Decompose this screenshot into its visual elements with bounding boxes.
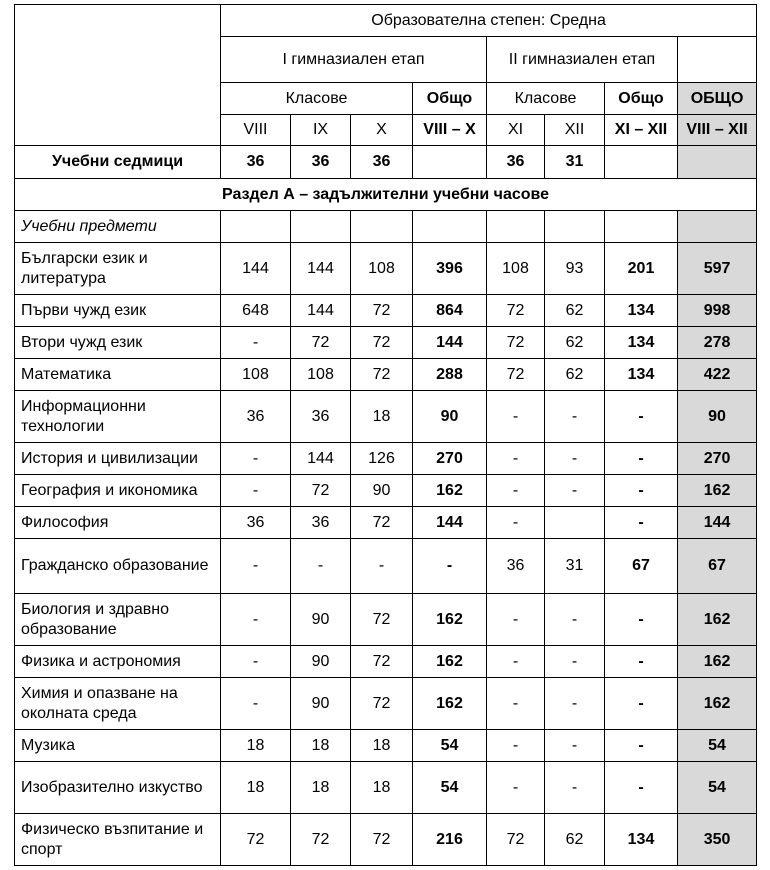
subject-name: География и икономика bbox=[15, 475, 221, 507]
hours-cell: 108 bbox=[221, 359, 291, 391]
subject-row bbox=[15, 762, 757, 814]
hours-cell: 134 bbox=[605, 359, 678, 391]
total1-header: Общо bbox=[413, 83, 487, 115]
hours-cell bbox=[545, 507, 605, 539]
hours-cell: 62 bbox=[545, 295, 605, 327]
weeks-value: 36 bbox=[351, 146, 413, 179]
hours-cell: 72 bbox=[351, 594, 413, 646]
hours-cell: 201 bbox=[605, 243, 678, 295]
hours-cell: 36 bbox=[487, 539, 545, 594]
hours-cell: 162 bbox=[413, 678, 487, 730]
hours-cell: 72 bbox=[351, 327, 413, 359]
hours-cell: 648 bbox=[221, 295, 291, 327]
hours-cell: 144 bbox=[413, 507, 487, 539]
hours-cell: 90 bbox=[291, 678, 351, 730]
subject-row bbox=[15, 295, 757, 327]
section-a-header: Раздел А – задължителни учебни часове bbox=[15, 179, 757, 211]
hours-cell: - bbox=[487, 443, 545, 475]
hours-cell: - bbox=[221, 327, 291, 359]
hours-cell: 62 bbox=[545, 327, 605, 359]
hours-cell: 90 bbox=[291, 646, 351, 678]
subject-row bbox=[15, 730, 757, 762]
hours-cell: 72 bbox=[351, 678, 413, 730]
hours-cell: - bbox=[487, 678, 545, 730]
hours-cell: 134 bbox=[605, 814, 678, 866]
hours-cell: 18 bbox=[351, 391, 413, 443]
hours-cell: 72 bbox=[221, 814, 291, 866]
subject-row bbox=[15, 475, 757, 507]
hours-cell: 162 bbox=[678, 475, 757, 507]
subject-name: Изобразително изкуство bbox=[15, 762, 221, 814]
hours-cell: 72 bbox=[487, 814, 545, 866]
weeks-value: 36 bbox=[221, 146, 291, 179]
hours-cell: 72 bbox=[351, 814, 413, 866]
hours-cell: - bbox=[487, 730, 545, 762]
hours-cell: - bbox=[487, 475, 545, 507]
hours-cell: 72 bbox=[487, 295, 545, 327]
hours-cell: 36 bbox=[291, 507, 351, 539]
grade-header: XI – XII bbox=[605, 115, 678, 146]
hours-cell: - bbox=[545, 594, 605, 646]
grade-header: VIII – X bbox=[413, 115, 487, 146]
hours-cell: 90 bbox=[413, 391, 487, 443]
hours-cell: 162 bbox=[413, 594, 487, 646]
hours-cell: 54 bbox=[678, 762, 757, 814]
hours-cell: - bbox=[221, 539, 291, 594]
hours-cell: - bbox=[545, 391, 605, 443]
subject-name: Гражданско образование bbox=[15, 539, 221, 594]
hours-cell: 90 bbox=[351, 475, 413, 507]
hours-cell: 54 bbox=[413, 762, 487, 814]
hours-cell: 18 bbox=[221, 762, 291, 814]
grade-header: XII bbox=[545, 115, 605, 146]
hours-cell: 350 bbox=[678, 814, 757, 866]
weeks-value bbox=[605, 146, 678, 179]
hours-cell: 998 bbox=[678, 295, 757, 327]
stage-blank bbox=[678, 37, 757, 83]
subject-row bbox=[15, 391, 757, 443]
weeks-label: Учебни седмици bbox=[15, 146, 221, 179]
subject-row bbox=[15, 443, 757, 475]
subjects-label: Учебни предмети bbox=[15, 211, 221, 243]
hours-cell: 72 bbox=[351, 646, 413, 678]
hours-cell: 62 bbox=[545, 814, 605, 866]
hours-cell: 72 bbox=[487, 359, 545, 391]
hours-cell: 18 bbox=[291, 762, 351, 814]
blank-cell bbox=[678, 211, 757, 243]
weeks-value bbox=[678, 146, 757, 179]
hours-cell: - bbox=[605, 678, 678, 730]
subject-row bbox=[15, 243, 757, 295]
weeks-value bbox=[413, 146, 487, 179]
hours-cell: 54 bbox=[413, 730, 487, 762]
hours-cell: 126 bbox=[351, 443, 413, 475]
hours-cell: 144 bbox=[221, 243, 291, 295]
hours-cell: - bbox=[351, 539, 413, 594]
hours-cell: - bbox=[545, 475, 605, 507]
subject-row bbox=[15, 594, 757, 646]
hours-cell: 72 bbox=[351, 507, 413, 539]
subject-row bbox=[15, 507, 757, 539]
subject-name: Първи чужд език bbox=[15, 295, 221, 327]
hours-cell: 216 bbox=[413, 814, 487, 866]
grade-header: VIII bbox=[221, 115, 291, 146]
blank-cell bbox=[413, 211, 487, 243]
hours-cell: 36 bbox=[291, 391, 351, 443]
blank-cell bbox=[351, 211, 413, 243]
hours-cell: 422 bbox=[678, 359, 757, 391]
hours-cell: - bbox=[545, 443, 605, 475]
stage2-header: II гимназиален етап bbox=[487, 37, 678, 83]
hours-cell: 134 bbox=[605, 295, 678, 327]
hours-cell: - bbox=[487, 594, 545, 646]
subject-row bbox=[15, 327, 757, 359]
hours-cell: - bbox=[221, 594, 291, 646]
hours-cell: - bbox=[487, 762, 545, 814]
hours-cell: - bbox=[605, 594, 678, 646]
hours-cell: 270 bbox=[678, 443, 757, 475]
hours-cell: - bbox=[605, 443, 678, 475]
hours-cell: 144 bbox=[291, 443, 351, 475]
hours-cell: 18 bbox=[351, 762, 413, 814]
hours-cell: 72 bbox=[291, 327, 351, 359]
corner-cell bbox=[15, 5, 221, 146]
hours-cell: - bbox=[221, 443, 291, 475]
hours-cell: 108 bbox=[487, 243, 545, 295]
subject-name: Физика и астрономия bbox=[15, 646, 221, 678]
hours-cell: 72 bbox=[291, 475, 351, 507]
hours-cell: 162 bbox=[413, 475, 487, 507]
hours-cell: 67 bbox=[605, 539, 678, 594]
hours-cell: 162 bbox=[678, 646, 757, 678]
blank-cell bbox=[605, 211, 678, 243]
grade-header: VIII – XII bbox=[678, 115, 757, 146]
hours-cell: 162 bbox=[413, 646, 487, 678]
blank-cell bbox=[487, 211, 545, 243]
hours-cell: 72 bbox=[351, 359, 413, 391]
subject-name: Български език и литература bbox=[15, 243, 221, 295]
hours-cell: - bbox=[605, 730, 678, 762]
stage1-header: I гимназиален етап bbox=[221, 37, 487, 83]
subject-name: Втори чужд език bbox=[15, 327, 221, 359]
hours-cell: - bbox=[487, 646, 545, 678]
subject-name: Информационни технологии bbox=[15, 391, 221, 443]
hours-cell: - bbox=[605, 762, 678, 814]
hours-cell: 864 bbox=[413, 295, 487, 327]
weeks-value: 36 bbox=[487, 146, 545, 179]
hours-cell: - bbox=[545, 730, 605, 762]
hours-cell: - bbox=[605, 646, 678, 678]
subject-name: Биология и здравно образование bbox=[15, 594, 221, 646]
hours-cell: 72 bbox=[291, 814, 351, 866]
hours-cell: - bbox=[413, 539, 487, 594]
blank-cell bbox=[291, 211, 351, 243]
hours-cell: - bbox=[221, 678, 291, 730]
curriculum-table bbox=[14, 4, 757, 866]
weeks-value: 31 bbox=[545, 146, 605, 179]
hours-cell: 18 bbox=[351, 730, 413, 762]
hours-cell: - bbox=[291, 539, 351, 594]
hours-cell: 144 bbox=[291, 243, 351, 295]
hours-cell: - bbox=[605, 507, 678, 539]
grade-header: XI bbox=[487, 115, 545, 146]
hours-cell: 162 bbox=[678, 594, 757, 646]
subject-name: История и цивилизации bbox=[15, 443, 221, 475]
subject-row bbox=[15, 814, 757, 866]
hours-cell: 54 bbox=[678, 730, 757, 762]
hours-cell: 67 bbox=[678, 539, 757, 594]
subject-row bbox=[15, 359, 757, 391]
hours-cell: 36 bbox=[221, 507, 291, 539]
subject-row bbox=[15, 646, 757, 678]
hours-cell: 134 bbox=[605, 327, 678, 359]
hours-cell: 597 bbox=[678, 243, 757, 295]
hours-cell: 18 bbox=[221, 730, 291, 762]
hours-cell: 144 bbox=[291, 295, 351, 327]
subject-name: Физическо възпитание и спорт bbox=[15, 814, 221, 866]
hours-cell: - bbox=[545, 762, 605, 814]
blank-cell bbox=[545, 211, 605, 243]
weeks-value: 36 bbox=[291, 146, 351, 179]
subject-name: Музика bbox=[15, 730, 221, 762]
hours-cell: - bbox=[545, 646, 605, 678]
hours-cell: - bbox=[487, 391, 545, 443]
hours-cell: 72 bbox=[487, 327, 545, 359]
hours-cell: - bbox=[221, 475, 291, 507]
hours-cell: 396 bbox=[413, 243, 487, 295]
hours-cell: 90 bbox=[291, 594, 351, 646]
subject-name: Математика bbox=[15, 359, 221, 391]
hours-cell: 72 bbox=[351, 295, 413, 327]
hours-cell: - bbox=[605, 391, 678, 443]
hours-cell: 31 bbox=[545, 539, 605, 594]
blank-cell bbox=[221, 211, 291, 243]
grand-total-header: ОБЩО bbox=[678, 83, 757, 115]
hours-cell: 288 bbox=[413, 359, 487, 391]
hours-cell: 278 bbox=[678, 327, 757, 359]
hours-cell: 144 bbox=[678, 507, 757, 539]
hours-cell: 144 bbox=[413, 327, 487, 359]
total2-header: Общо bbox=[605, 83, 678, 115]
hours-cell: 62 bbox=[545, 359, 605, 391]
subject-row bbox=[15, 678, 757, 730]
subject-name: Химия и опазване на околната среда bbox=[15, 678, 221, 730]
hours-cell: 18 bbox=[291, 730, 351, 762]
grade-header: X bbox=[351, 115, 413, 146]
hours-cell: 270 bbox=[413, 443, 487, 475]
hours-cell: 90 bbox=[678, 391, 757, 443]
hours-cell: - bbox=[221, 646, 291, 678]
hours-cell: 108 bbox=[291, 359, 351, 391]
classes1-header: Класове bbox=[221, 83, 413, 115]
hours-cell: 93 bbox=[545, 243, 605, 295]
grade-header: IX bbox=[291, 115, 351, 146]
degree-header: Образователна степен: Средна bbox=[221, 5, 757, 37]
hours-cell: - bbox=[545, 678, 605, 730]
hours-cell: 36 bbox=[221, 391, 291, 443]
classes2-header: Класове bbox=[487, 83, 605, 115]
hours-cell: 162 bbox=[678, 678, 757, 730]
subject-row bbox=[15, 539, 757, 594]
hours-cell: 108 bbox=[351, 243, 413, 295]
hours-cell: - bbox=[605, 475, 678, 507]
subject-name: Философия bbox=[15, 507, 221, 539]
hours-cell: - bbox=[487, 507, 545, 539]
